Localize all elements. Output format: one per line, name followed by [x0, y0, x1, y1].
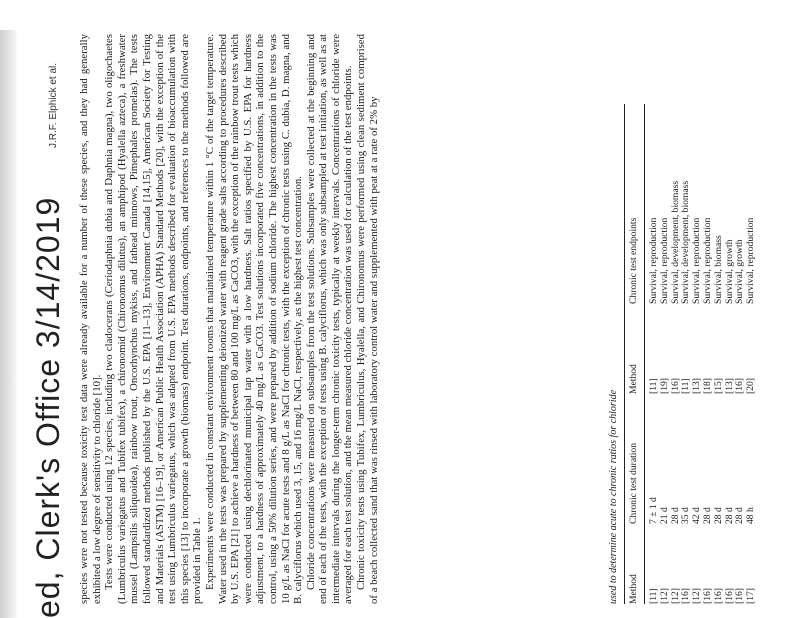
table-body [648, 104, 756, 604]
table-header-row [628, 104, 644, 604]
table-cell: 28 d [701, 507, 713, 524]
paragraph: Tests were conducted using 12 species, including two cladocerans (Ceriodaphnia dubia and Daphnia magna), two oligochaetes (Lumbriculus variegatus and Tubifex tubifex), a chironomid (Chironomus dilutus), an amphipod (Hyalella azteca), a freshwater mussel (Lampsilis siliquoidea), rainbow trout, Oncorhynchus mykiss, and fathead minnows, Pimephales promelas). The tests followed standardized methods published by the U.S. EPA [11–13], Environment Canada [14,15], American Society for Testing and Materials (ASTM) [16–19], or American Public Health Association (APHA) Standard Methods [20], with the exception of the test using Lumbriculus variegatus, which was adapted from U.S. EPA methods described for evaluation of bioaccumulation with this species [13] to incorporate a growth (biomass) endpoint. Test durations, endpoints, and references to the methods followed are provided in Table 1. [103, 34, 204, 604]
table-cell: [17] [745, 588, 757, 604]
table-row [691, 104, 702, 604]
table-cell: 28 d [669, 507, 681, 524]
table-cell: 28 d [712, 507, 724, 524]
table-caption: used to determine acute to chronic ratios for chloride [608, 389, 619, 604]
table-row [713, 104, 724, 604]
table-cell: [16] [734, 588, 746, 604]
table-cell: Survival, development, biomass [680, 180, 692, 304]
paragraph: Chronic toxicity tests using Tubifex, Lumbriculus, Hyalella, and Chironomus were performed using clean sediment comprised of a beach collected sand that was rinsed with laboratory control water and supplemented with peat at a rate of 2% by [355, 34, 380, 604]
table-cell: [15] [712, 378, 724, 394]
table-row [659, 104, 670, 604]
table-row [680, 104, 691, 604]
table-row [648, 104, 659, 604]
table-cell: [12] [658, 588, 670, 604]
table-cell: [20] [745, 378, 757, 394]
table-header-cell: Chronic test duration [628, 443, 639, 524]
table-cell: [16] [712, 588, 724, 604]
table-cell: [16] [701, 588, 713, 604]
table-cell: Survival, growth [723, 239, 735, 304]
running-header-author: J.R.F. Elphick et al. [48, 62, 59, 148]
table-header-cell: Method [628, 364, 639, 394]
table-cell: 42 d [691, 507, 703, 524]
table-cell: [12] [691, 588, 703, 604]
table-cell: Survival, reproduction [691, 217, 703, 304]
table-cell: [16] [723, 588, 735, 604]
table-cell: Survival, reproduction [745, 217, 757, 304]
table-cell: Survival, reproduction [648, 217, 659, 304]
table-cell: 28 d [734, 507, 746, 524]
table-row [745, 104, 756, 604]
table-cell: Survival, reproduction [658, 217, 670, 304]
table-cell: 7 ± 1 d [648, 497, 659, 524]
table-header-cell: Chronic test endpoints [628, 217, 639, 304]
table-row [702, 104, 713, 604]
table-cell: [11] [680, 378, 692, 394]
paragraph: species were not tested because toxicity test data were already available for a number of these species, and they had generally exhibited a low degree of sensitivity to chloride [10]. [78, 34, 103, 604]
table-cell: [13] [691, 378, 703, 394]
clerk-stamp: ed, Clerk's Office 3/14/2019 [30, 196, 66, 618]
table-row [734, 104, 745, 604]
table-cell: Survival, development, biomass [669, 180, 681, 304]
table-row [724, 104, 735, 604]
paragraph: Chloride concentrations were measured on subsamples from the test solutions. Subsamples were collected at the beginning and end of each of the tests, with the exception of tests using B. calyciflorus, which was only subsampled at test initiation, as well as at intermediate intervals during the longer-term chronic toxicity tests, typically at weekly intervals. Concentrations of chloride were averaged for each test solution, and the mean measured chloride concentration was used for calculation of the test endpoints. [304, 34, 355, 604]
table-cell: 28 d [723, 507, 735, 524]
table-header-rule [644, 104, 645, 604]
table-cell: [11] [648, 588, 659, 604]
table-row [670, 104, 681, 604]
table-cell: 21 d [658, 507, 670, 524]
body-text [78, 34, 380, 604]
table-cell: 35 d [680, 507, 692, 524]
table-cell: [19] [658, 378, 670, 394]
table-cell: [18] [701, 378, 713, 394]
table-cell: Survival, biomass [712, 235, 724, 304]
paragraph: Experiments were conducted in constant environment rooms that maintained temperature within 1 °C of the target temperature. Water used in the tests was prepared by supplementing deionized water with reagent grade salts according to procedures described by U.S. EPA [21] to achieve a hardness of between 80 and 100 mg/L as CaCO3, with the exception of the rainbow trout tests which were conducted using dechlorinated municipal tap water with a low hardness. Salt ratios specified by U.S. EPA for hardness adjustment, to a hardness of approximately 40 mg/L as CaCO3. Test solutions incorporated five concentrations, in addition to the control, using a 50% dilution series, and were prepared by addition of sodium chloride. The highest concentration in the tests was 10 g/L as NaCl for acute tests and 8 g/L as NaCl for chronic tests, with the exception of chronic tests using C. dubia, D. magna, and B. calyciflorus which used 3, 15, and 16 mg/L NaCl, respectively, as the highest test concentration. [203, 34, 305, 604]
table-top-rule [624, 104, 625, 604]
table-cell: [16] [669, 378, 681, 394]
table-cell: Survival, growth [734, 239, 746, 304]
table-cell: [16] [680, 588, 692, 604]
table-cell: [12] [669, 588, 681, 604]
table-cell: [11] [648, 378, 659, 394]
table-cell: 48 h [745, 507, 757, 524]
table-cell: [13] [723, 378, 735, 394]
table-header-cell: Method [628, 574, 639, 604]
table-cell: [16] [734, 378, 746, 394]
table-cell: Survival, reproduction [701, 217, 713, 304]
